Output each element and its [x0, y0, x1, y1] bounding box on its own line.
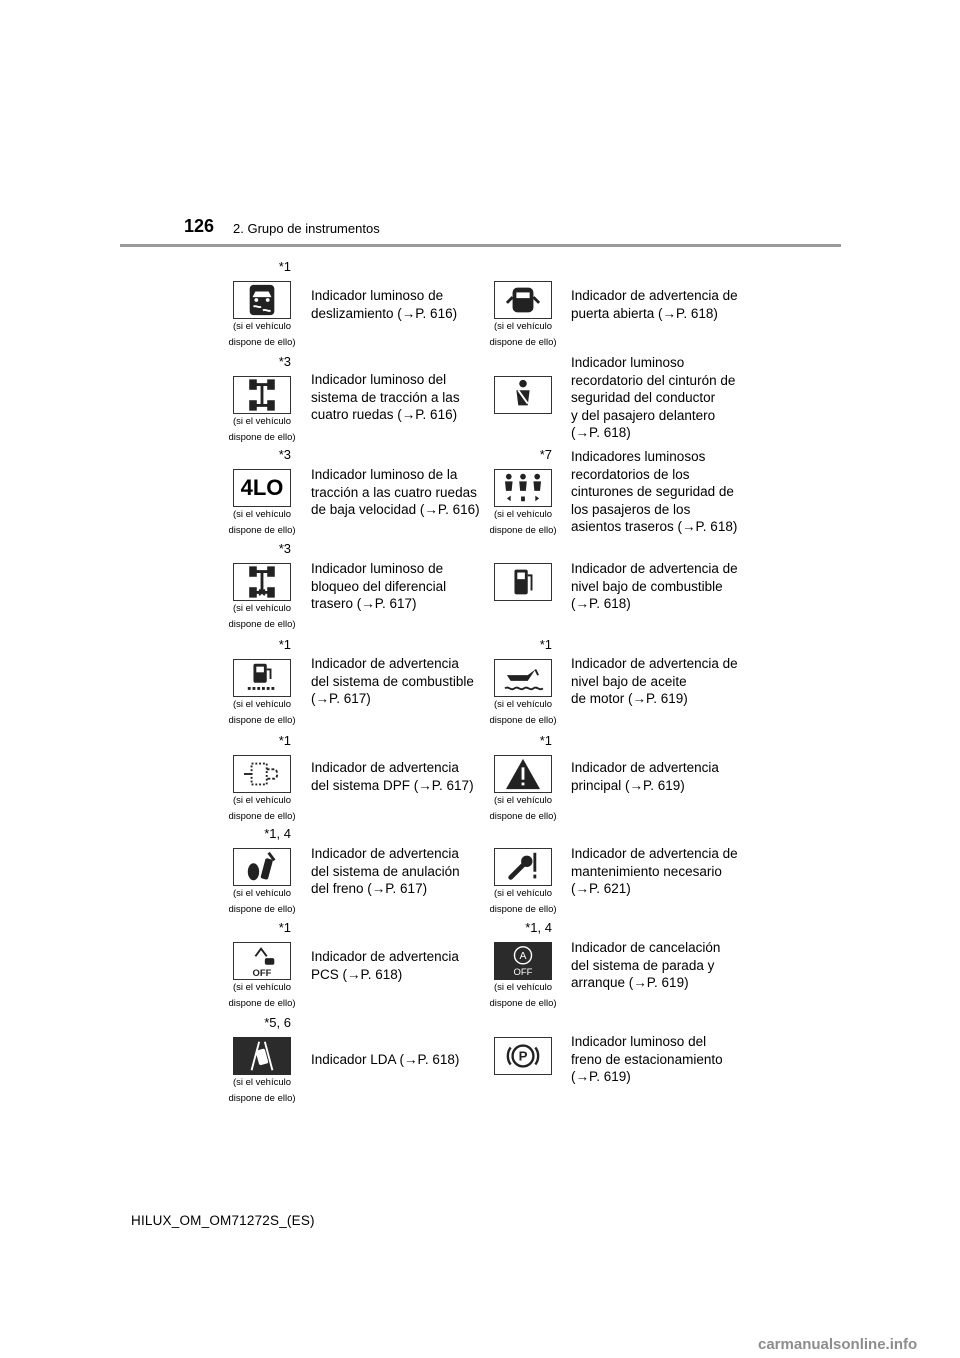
header-rule — [120, 244, 841, 247]
availability-note-line: dispone de ello) — [489, 811, 557, 822]
footnote-marker-text: *3 — [278, 354, 291, 369]
description-line: de baja velocidad (→P. 616) — [311, 502, 480, 517]
rear-seatbelt-reminder-icon — [494, 469, 552, 507]
description-line: (→P. 618) — [571, 596, 631, 611]
availability-note — [222, 507, 302, 539]
availability-note — [222, 697, 302, 729]
availability-note-line: dispone de ello) — [489, 998, 557, 1009]
footnote-marker — [251, 354, 291, 369]
seatbelt-reminder-icon — [494, 376, 552, 414]
description-line: Indicador luminoso del — [311, 372, 447, 387]
availability-note — [483, 319, 563, 351]
footnote-marker-text: *1 — [278, 259, 291, 274]
indicator-description — [311, 1051, 489, 1069]
availability-note-line: dispone de ello) — [489, 337, 557, 348]
indicator-description — [571, 1033, 749, 1086]
description-line: PCS (→P. 618) — [311, 966, 403, 982]
description-line: del sistema DPF (→P. 617) — [311, 777, 474, 793]
footnote-marker — [251, 733, 291, 748]
description-line: tracción a las cuatro ruedas — [311, 484, 477, 500]
availability-note-line: dispone de ello) — [228, 904, 296, 915]
description-line: arranque (→P. 619) — [571, 975, 689, 990]
description-line: (→P. 618) — [571, 425, 631, 440]
indicator-description — [571, 287, 749, 322]
description-line: del freno (→P. 617) — [311, 881, 428, 896]
availability-note — [222, 1075, 302, 1107]
availability-note — [222, 319, 302, 351]
page-number: 126 — [184, 216, 215, 236]
availability-note — [222, 601, 302, 633]
availability-note — [222, 793, 302, 825]
footnote-marker — [512, 637, 552, 652]
4wd-indicator-icon — [233, 376, 291, 414]
description-line: Indicador de cancelación — [571, 940, 721, 955]
stop-start-cancel-icon — [494, 942, 552, 980]
availability-note-line: dispone de ello) — [228, 432, 296, 443]
indicator-description — [311, 759, 489, 794]
footnote-marker — [251, 826, 291, 841]
footnote-marker — [251, 259, 291, 274]
description-line: trasero (→P. 617) — [311, 596, 417, 611]
availability-note-line: (si el vehículo — [493, 509, 553, 520]
description-line: Indicador de advertencia de — [571, 656, 738, 671]
footnote-marker-text: *7 — [539, 447, 552, 462]
indicator-description — [571, 354, 749, 442]
footnote-marker-text: *1 — [278, 920, 291, 935]
description-line: seguridad del conductor — [571, 390, 716, 405]
availability-note-line: dispone de ello) — [228, 337, 296, 348]
footnote-marker — [512, 733, 552, 748]
description-line: asientos traseros (→P. 618) — [571, 519, 738, 534]
description-line: sistema de tracción a las — [311, 389, 460, 405]
description-line: deslizamiento (→P. 616) — [311, 305, 458, 321]
availability-note-line: dispone de ello) — [489, 525, 557, 536]
description-line: nivel bajo de combustible — [571, 578, 723, 594]
availability-note — [222, 980, 302, 1012]
indicator-description — [311, 466, 489, 519]
availability-note-line: dispone de ello) — [228, 1093, 296, 1104]
footnote-marker-text: *5, 6 — [264, 1015, 291, 1030]
indicator-description — [571, 939, 749, 992]
indicator-description — [571, 448, 749, 536]
availability-note-line: (si el vehículo — [232, 509, 292, 520]
low-fuel-warning-icon — [494, 563, 552, 601]
indicator-description — [311, 655, 489, 708]
availability-note-line: (si el vehículo — [493, 321, 553, 332]
description-line: (→P. 617) — [311, 691, 371, 706]
indicator-description — [571, 560, 749, 613]
description-line: del sistema de anulación — [311, 863, 460, 879]
svg-text:OFF: OFF — [513, 967, 533, 979]
footnote-marker-text: *1 — [539, 637, 552, 652]
indicator-description — [311, 560, 489, 613]
lda-indicator-icon — [233, 1037, 291, 1075]
availability-note-line: (si el vehículo — [493, 888, 553, 899]
svg-text:P: P — [518, 1048, 528, 1064]
description-line: Indicador luminoso — [571, 355, 685, 370]
description-line: recordatorios de los — [571, 466, 690, 482]
availability-note-line: dispone de ello) — [228, 811, 296, 822]
description-line: principal (→P. 619) — [571, 777, 685, 793]
description-line: puerta abierta (→P. 618) — [571, 305, 718, 321]
4lo-indicator-icon — [233, 469, 291, 507]
indicator-description — [311, 948, 489, 983]
availability-note-line: dispone de ello) — [228, 525, 296, 536]
fuel-system-warning-icon — [233, 659, 291, 697]
availability-note — [222, 886, 302, 918]
footnote-marker — [512, 920, 552, 935]
availability-note-line: (si el vehículo — [232, 888, 292, 899]
availability-note-line: (si el vehículo — [493, 982, 553, 993]
indicator-description — [311, 287, 489, 322]
description-line: y del pasajero delantero — [571, 407, 716, 423]
availability-note — [222, 414, 302, 446]
section-title: 2. Grupo de instrumentos — [233, 221, 380, 236]
availability-note — [483, 980, 563, 1012]
footnote-marker-text: *1 — [539, 733, 552, 748]
door-open-warning-icon — [494, 281, 552, 319]
rear-diff-lock-icon — [233, 563, 291, 601]
indicator-description — [311, 845, 489, 898]
description-line: Indicador de advertencia — [571, 760, 719, 775]
availability-note — [483, 793, 563, 825]
availability-note-line: (si el vehículo — [232, 982, 292, 993]
watermark: carmanualsonline.info — [758, 1336, 918, 1353]
availability-note-line: (si el vehículo — [232, 699, 292, 710]
description-line: (→P. 619) — [571, 1069, 631, 1084]
indicator-description — [571, 759, 749, 794]
footnote-marker — [251, 541, 291, 556]
availability-note — [483, 507, 563, 539]
availability-note-line: (si el vehículo — [232, 416, 292, 427]
slip-indicator-icon — [233, 281, 291, 319]
description-line: Indicador de advertencia — [311, 760, 459, 775]
description-line: freno de estacionamiento — [571, 1051, 723, 1067]
availability-note-line: (si el vehículo — [232, 321, 292, 332]
availability-note-line: (si el vehículo — [232, 603, 292, 614]
indicator-description — [571, 655, 749, 708]
availability-note-line: dispone de ello) — [228, 715, 296, 726]
footnote-marker-text: *1, 4 — [264, 826, 291, 841]
low-oil-warning-icon — [494, 659, 552, 697]
availability-note-line: (si el vehículo — [232, 1077, 292, 1088]
footnote-marker — [512, 447, 552, 462]
description-line: Indicador luminoso de — [311, 561, 444, 576]
footnote-marker-text: *1 — [278, 733, 291, 748]
description-line: mantenimiento necesario — [571, 863, 722, 879]
availability-note-line: dispone de ello) — [228, 998, 296, 1009]
brake-override-warning-icon — [233, 848, 291, 886]
pcs-warning-icon — [233, 942, 291, 980]
description-line: Indicador de advertencia de — [571, 288, 738, 303]
footnote-marker-text: *3 — [278, 447, 291, 462]
availability-note — [483, 697, 563, 729]
footnote-marker — [251, 637, 291, 652]
description-line: nivel bajo de aceite — [571, 673, 687, 689]
description-line: Indicadores luminosos — [571, 449, 706, 464]
description-line: (→P. 621) — [571, 881, 631, 896]
footnote-marker-text: *1, 4 — [525, 920, 552, 935]
parking-brake-indicator-icon — [494, 1037, 552, 1075]
description-line: de motor (→P. 619) — [571, 691, 688, 706]
indicator-description — [571, 845, 749, 898]
availability-note-line: dispone de ello) — [489, 715, 557, 726]
description-line: Indicador de advertencia de — [571, 846, 738, 861]
availability-note-line: (si el vehículo — [493, 795, 553, 806]
footnote-marker — [251, 920, 291, 935]
footnote-marker-text: *3 — [278, 541, 291, 556]
footnote-marker — [251, 447, 291, 462]
footer-code: HILUX_OM_OM71272S_(ES) — [131, 1213, 315, 1228]
availability-note-line: (si el vehículo — [232, 795, 292, 806]
availability-note-line: dispone de ello) — [228, 619, 296, 630]
description-line: los pasajeros de los — [571, 501, 691, 517]
description-line: del sistema de parada y — [571, 957, 715, 973]
description-line: Indicador luminoso del — [571, 1034, 707, 1049]
maintenance-required-icon — [494, 848, 552, 886]
description-line: Indicador luminoso de la — [311, 467, 458, 482]
description-line: bloqueo del diferencial — [311, 578, 447, 594]
description-line: Indicador de advertencia — [311, 656, 459, 671]
description-line: Indicador LDA (→P. 618) — [311, 1052, 460, 1067]
description-line: Indicador luminoso de — [311, 288, 444, 303]
description-line: cuatro ruedas (→P. 616) — [311, 407, 458, 422]
availability-note — [483, 886, 563, 918]
description-line: del sistema de combustible — [311, 673, 474, 689]
footnote-marker-text: *1 — [278, 637, 291, 652]
description-line: recordatorio del cinturón de — [571, 372, 736, 388]
indicator-description — [311, 371, 489, 424]
availability-note-line: dispone de ello) — [489, 904, 557, 915]
description-line: Indicador de advertencia — [311, 949, 459, 964]
dpf-warning-icon — [233, 755, 291, 793]
4lo-label: 4LO — [240, 475, 284, 500]
description-line: cinturones de seguridad de — [571, 484, 734, 499]
availability-note-line: (si el vehículo — [493, 699, 553, 710]
svg-text:A: A — [519, 951, 527, 963]
master-warning-icon — [494, 755, 552, 793]
description-line: Indicador de advertencia — [311, 846, 459, 861]
description-line: Indicador de advertencia de — [571, 561, 738, 576]
footnote-marker — [251, 1015, 291, 1030]
svg-text:OFF: OFF — [252, 968, 272, 979]
